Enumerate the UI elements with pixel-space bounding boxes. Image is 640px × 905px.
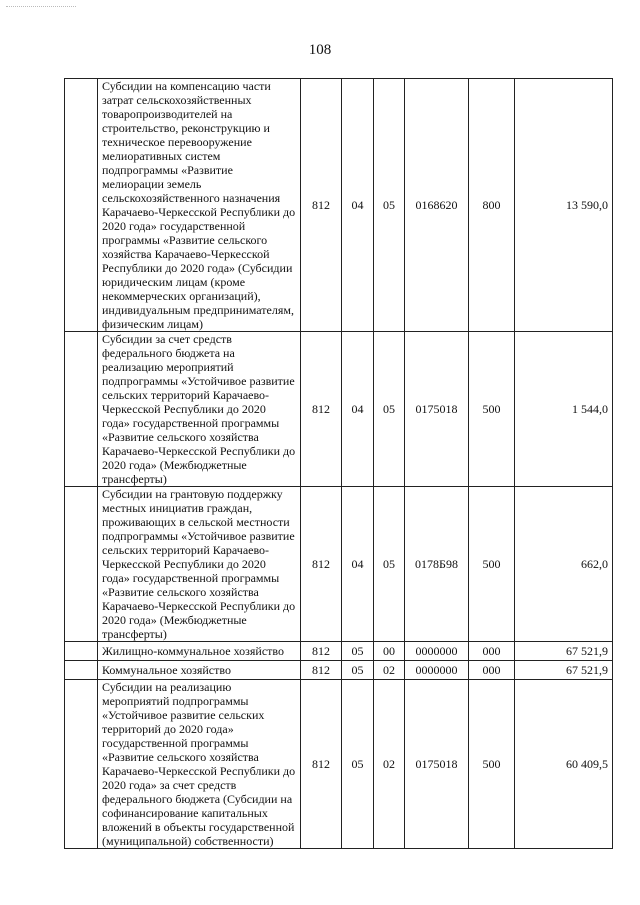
- expense-type-cell: 000: [469, 642, 515, 661]
- target-article-cell: 0000000: [405, 661, 469, 680]
- target-article-cell: 0178Б98: [405, 487, 469, 642]
- section-code-cell: 05: [342, 642, 374, 661]
- ministry-code-cell: 812: [301, 487, 342, 642]
- description-cell: Субсидии за счет средств федерального бюджета на реализацию мероприятий подпрограммы «Устойчивое развитие сельских территорий Карачаево-Черкесской Республики до 2020 года» государственной программы «Развитие сельского хозяйства Карачаево-Черкесской Республики до 2020 года» (Межбюджетные трансферты): [98, 332, 301, 487]
- expense-type-cell: 000: [469, 661, 515, 680]
- table-row: [65, 680, 613, 849]
- row-number-cell: [65, 661, 98, 680]
- expense-type-cell: 800: [469, 79, 515, 332]
- subsection-code-cell: 05: [374, 487, 405, 642]
- row-number-cell: [65, 79, 98, 332]
- description-cell: Субсидии на реализацию мероприятий подпрограммы «Устойчивое развитие сельских территорий до 2020 года» государственной программы «Развитие сельского хозяйства Карачаево-Черкесской Республики до 2020 года» за счет средств федерального бюджета (Субсидии на софинансирование капитальных вложений в объекты государственной (муниципальной) собственности): [98, 680, 301, 849]
- target-article-cell: 0175018: [405, 332, 469, 487]
- table-row: [65, 79, 613, 332]
- ministry-code-cell: 812: [301, 79, 342, 332]
- page-number: 108: [308, 42, 332, 58]
- amount-cell: 60 409,5: [515, 680, 613, 849]
- expense-type-cell: 500: [469, 680, 515, 849]
- table-row: [65, 332, 613, 487]
- amount-cell: 67 521,9: [515, 642, 613, 661]
- target-article-cell: 0000000: [405, 642, 469, 661]
- section-code-cell: 04: [342, 79, 374, 332]
- row-number-cell: [65, 487, 98, 642]
- scan-artifact: [6, 6, 76, 8]
- expense-type-cell: 500: [469, 332, 515, 487]
- section-code-cell: 04: [342, 487, 374, 642]
- ministry-code-cell: 812: [301, 661, 342, 680]
- ministry-code-cell: 812: [301, 332, 342, 487]
- description-cell: Коммунальное хозяйство: [98, 661, 301, 680]
- target-article-cell: 0175018: [405, 680, 469, 849]
- amount-cell: 662,0: [515, 487, 613, 642]
- expense-type-cell: 500: [469, 487, 515, 642]
- description-cell: Субсидии на компенсацию части затрат сельскохозяйственных товаропроизводителей на строительство, реконструкцию и техническое перевооружение мелиоративных систем подпрограммы «Развитие мелиорации земель сельскохозяйственного назначения Карачаево-Черкесской Республики до 2020 года» государственной программы «Развитие сельского хозяйства Карачаево-Черкесской Республики до 2020 года» (Субсидии юридическим лицам (кроме некоммерческих организаций), индивидуальным предпринимателям, физическим лицам): [98, 79, 301, 332]
- subsection-code-cell: 02: [374, 680, 405, 849]
- budget-table: [64, 78, 613, 849]
- row-number-cell: [65, 642, 98, 661]
- section-code-cell: 04: [342, 332, 374, 487]
- subsection-code-cell: 02: [374, 661, 405, 680]
- description-cell: Субсидии на грантовую поддержку местных инициатив граждан, проживающих в сельской местности подпрограммы «Устойчивое развитие сельских территорий Карачаево-Черкесской Республики до 2020 года» государственной программы «Развитие сельского хозяйства Карачаево-Черкесской Республики до 2020 года» (Межбюджетные трансферты): [98, 487, 301, 642]
- row-number-cell: [65, 332, 98, 487]
- amount-cell: 67 521,9: [515, 661, 613, 680]
- table-row: [65, 487, 613, 642]
- description-cell: Жилищно-коммунальное хозяйство: [98, 642, 301, 661]
- subsection-code-cell: 05: [374, 332, 405, 487]
- subsection-code-cell: 00: [374, 642, 405, 661]
- target-article-cell: 0168620: [405, 79, 469, 332]
- section-code-cell: 05: [342, 661, 374, 680]
- amount-cell: 13 590,0: [515, 79, 613, 332]
- subsection-code-cell: 05: [374, 79, 405, 332]
- ministry-code-cell: 812: [301, 680, 342, 849]
- row-number-cell: [65, 680, 98, 849]
- table-row: [65, 661, 613, 680]
- section-code-cell: 05: [342, 680, 374, 849]
- ministry-code-cell: 812: [301, 642, 342, 661]
- table-row: [65, 642, 613, 661]
- amount-cell: 1 544,0: [515, 332, 613, 487]
